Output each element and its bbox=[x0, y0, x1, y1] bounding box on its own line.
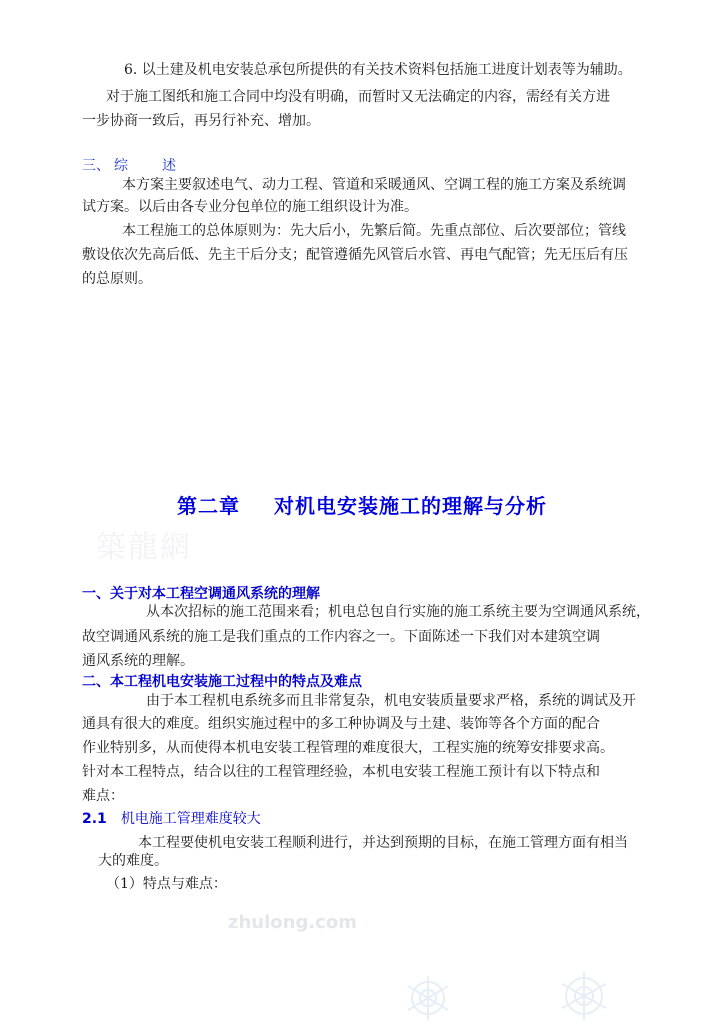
paragraph-line: 通具有很大的难度。组织实施过程中的多工种协调及与土建、装饰等各个方面的配合 bbox=[82, 716, 600, 732]
paragraph-line: 由于本工程机电系统多而且非常复杂，机电安装质量要求严格，系统的调试及开 bbox=[146, 693, 636, 709]
paragraph-line: 本方案主要叙述电气、动力工程、管道和采暖通风、空调工程的施工方案及系统调 bbox=[122, 177, 626, 193]
heading-char: 述 bbox=[162, 158, 176, 174]
paragraph-line: 通风系统的理解。 bbox=[82, 653, 194, 669]
list-item-6: 6. 以土建及机电安装总承包所提供的有关技术资料包括施工进度计划表等为辅助。 bbox=[124, 62, 632, 78]
snowflake-watermark-icon bbox=[400, 972, 456, 1024]
paragraph-line: 试方案。以后由各专业分包单位的施工组织设计为准。 bbox=[82, 199, 418, 215]
paragraph-line: 从本次招标的施工范围来看；机电总包自行实施的施工系统主要为空调通风系统， bbox=[146, 604, 650, 620]
watermark-text: zhulong.com bbox=[228, 912, 357, 933]
chapter-title bbox=[0, 490, 724, 519]
paragraph-line: 大的难度。 bbox=[98, 853, 168, 869]
paragraph-line: 作业特别多，从而使得本机电安装工程管理的难度很大，工程实施的统筹安排要求高。 bbox=[82, 740, 614, 756]
paragraph-line: 难点： bbox=[82, 788, 124, 804]
paragraph-line: 故空调通风系统的施工是我们重点的工作内容之一。下面陈述一下我们对本建筑空调 bbox=[82, 629, 600, 645]
heading-number: 三、 bbox=[82, 158, 110, 174]
paragraph-line: 的总原则。 bbox=[82, 271, 152, 287]
subsection-title: 机电施工管理难度较大 bbox=[120, 811, 261, 827]
list-item-1: （1）特点与难点： bbox=[106, 876, 227, 892]
paragraph-line: 一步协商一致后，再另行补充、增加。 bbox=[82, 113, 320, 129]
part-heading-1: 一、关于对本工程空调通风系统的理解 bbox=[82, 586, 320, 602]
watermark-text: 築龍網 bbox=[96, 530, 192, 565]
section-heading-summary bbox=[82, 156, 176, 176]
heading-char: 综 bbox=[114, 158, 128, 174]
snowflake-watermark-icon bbox=[552, 968, 616, 1024]
part-heading-2: 二、本工程机电安装施工过程中的特点及难点 bbox=[82, 674, 362, 690]
chapter-number: 第二章 bbox=[177, 494, 240, 518]
paragraph-line: 对于施工图纸和施工合同中均没有明确，而暂时又无法确定的内容，需经有关方进 bbox=[106, 89, 610, 105]
paragraph-line: 敷设依次先高后低、先主干后分支；配管遵循先风管后水管、再电气配管；先无压后有压 bbox=[82, 247, 628, 263]
paragraph-line: 本工程施工的总体原则为：先大后小，先繁后简。先重点部位、后次要部位；管线 bbox=[122, 223, 626, 239]
paragraph-line: 针对本工程特点，结合以往的工程管理经验，本机电安装工程施工预计有以下特点和 bbox=[82, 764, 600, 780]
subsection-number: 2.1 bbox=[82, 811, 107, 827]
paragraph-line: 本工程要使机电安装工程顺利进行，并达到预期的目标，在施工管理方面有相当 bbox=[138, 835, 628, 851]
chapter-name: 对机电安装施工的理解与分析 bbox=[274, 494, 547, 518]
subsection-heading-2-1 bbox=[82, 809, 261, 829]
